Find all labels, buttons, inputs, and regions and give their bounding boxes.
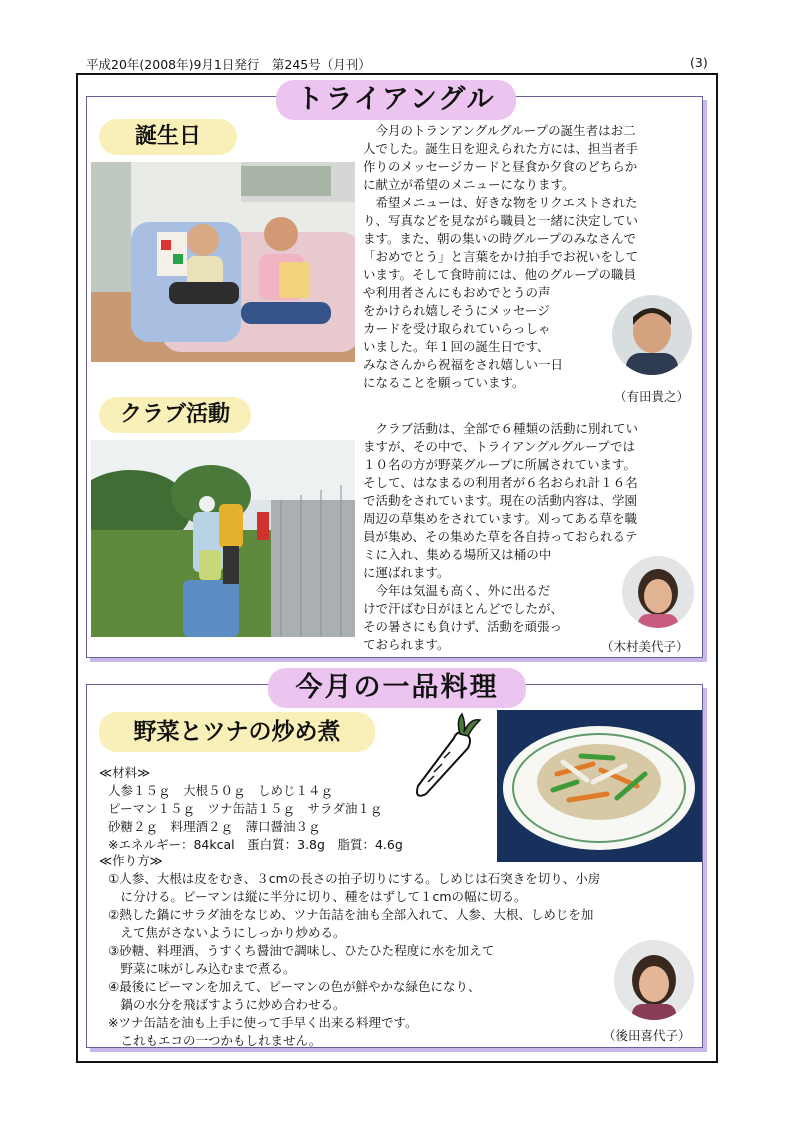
- club-line: 周辺の草集めをされています。刈ってある草を職: [363, 511, 638, 526]
- dish-photo: [497, 710, 702, 862]
- birthday-line: ます。また、朝の集いの時グループのみなさんで: [363, 231, 637, 246]
- birthday-line: や利用者さんにもおめでとうの声: [363, 285, 551, 300]
- club-photo: [91, 440, 355, 637]
- birthday-line: 「おめでとう」と言葉をかけ拍手でお祝いをして: [363, 249, 639, 264]
- birthday-heading: 誕生日: [99, 119, 237, 155]
- issue-line: 平成20年(2008年)9月1日発行 第245号（月刊）: [86, 57, 371, 72]
- birthday-line: カードを受け取られていらっしゃ: [363, 321, 551, 336]
- club-heading: クラブ活動: [99, 397, 251, 433]
- birthday-line: います。そして食時前には、他のグループの職員: [363, 267, 637, 282]
- triangle-title: トライアングル: [276, 80, 516, 120]
- club-line: ておられます。: [363, 637, 450, 652]
- birthday-line: みなさんから祝福をされ嬉しい一日: [363, 357, 564, 372]
- recipe-signature: （後田喜代子）: [603, 1028, 691, 1043]
- method-heading: ≪作り方≫: [99, 853, 163, 868]
- ingredient-line: 人参１５ｇ 大根５０ｇ しめじ１４ｇ: [108, 783, 334, 798]
- dish-heading: 野菜とツナの炒め煮: [99, 712, 375, 752]
- ingredient-line: 砂糖２ｇ 料理酒２ｇ 薄口醤油３ｇ: [108, 819, 321, 834]
- author-photo-arita: [612, 295, 692, 375]
- club-line: で活動をされています。現在の活動内容は、学園: [363, 493, 638, 508]
- page-number: (3): [690, 55, 708, 70]
- author-photo-ushirota: [614, 940, 694, 1020]
- nutrition-line: ※エネルギー：84kcal 蛋白質：3.8g 脂質：4.6g: [108, 837, 403, 852]
- method-step: ※ツナ缶詰を油も上手に使って手早く出来る料理です。: [108, 1015, 418, 1030]
- birthday-line: いました。年１回の誕生日です、: [363, 339, 550, 354]
- birthday-line: になることを願っています。: [363, 375, 525, 390]
- daikon-icon: [404, 712, 484, 802]
- club-line: そして、はなまるの利用者が６名おられ計１６名: [363, 475, 638, 490]
- method-step: ②熱した鍋にサラダ油をなじめ、ツナ缶詰を油も全部入れて、人参、大根、しめじを加: [108, 907, 594, 922]
- birthday-line: り、写真などを見ながら職員と一緒に決定してい: [363, 213, 639, 228]
- club-line: クラブ活動は、全部で６種類の活動に別れてい: [363, 421, 639, 436]
- method-step: 鍋の水分を飛ばすように炒め合わせる。: [108, 997, 346, 1012]
- birthday-line: をかけられ嬉しそうにメッセージ: [363, 303, 550, 318]
- club-line: １０名の方が野菜グループに所属されています。: [363, 457, 637, 472]
- recipe-title: 今月の一品料理: [268, 668, 526, 708]
- method-step: これもエコの一つかもしれません。: [108, 1033, 322, 1048]
- club-line: に運ばれます。: [363, 565, 450, 580]
- birthday-line: 希望メニューは、好きな物をリクエストされた: [363, 195, 638, 210]
- club-signature: （木村美代子）: [601, 639, 689, 654]
- author-photo-kimura: [622, 556, 694, 628]
- method-step: ③砂糖、料理酒、うすくち醤油で調味し、ひたひた程度に水を加えて: [108, 943, 495, 958]
- birthday-signature: （有田貴之）: [614, 389, 690, 404]
- birthday-photo: [91, 162, 355, 362]
- birthday-line: 作りのメッセージカードと昼食か夕食のどちらか: [363, 159, 638, 174]
- club-line: ますが、その中で、トライアングルグループでは: [363, 439, 636, 454]
- club-line: 今年は気温も高く、外に出るだ: [363, 583, 551, 598]
- birthday-line: に献立が希望のメニューになります。: [363, 177, 575, 192]
- ingredients-heading: ≪材料≫: [99, 765, 151, 780]
- club-line: ミに入れ、集める場所又は桶の中: [363, 547, 552, 562]
- method-step: ①人参、大根は皮をむき、３cmの長さの拍子切りにする。しめじは石突きを切り、小房: [108, 871, 601, 886]
- birthday-line: 今月のトランアングルグループの誕生者はお二: [363, 123, 636, 138]
- method-step: 野菜に味がしみ込むまで煮る。: [108, 961, 296, 976]
- birthday-line: 人でした。誕生日を迎えられた方には、担当者手: [363, 141, 639, 156]
- club-line: 員が集め、その集めた草を各自持っておられるテ: [363, 529, 638, 544]
- club-line: けで汗ばむ日がほとんどでしたが、: [363, 601, 564, 616]
- method-step: に分ける。ピーマンは縦に半分に切り、種をはずして１cmの幅に切る。: [108, 889, 527, 904]
- method-step: ④最後にピーマンを加えて、ピーマンの色が鮮やかな緑色になり、: [108, 979, 481, 994]
- ingredient-line: ピーマン１５ｇ ツナ缶詰１５ｇ サラダ油１ｇ: [108, 801, 383, 816]
- method-step: えて焦がさないようにしっかり炒める。: [108, 925, 346, 940]
- club-line: その暑さにも負けず、活動を頑張っ: [363, 619, 563, 634]
